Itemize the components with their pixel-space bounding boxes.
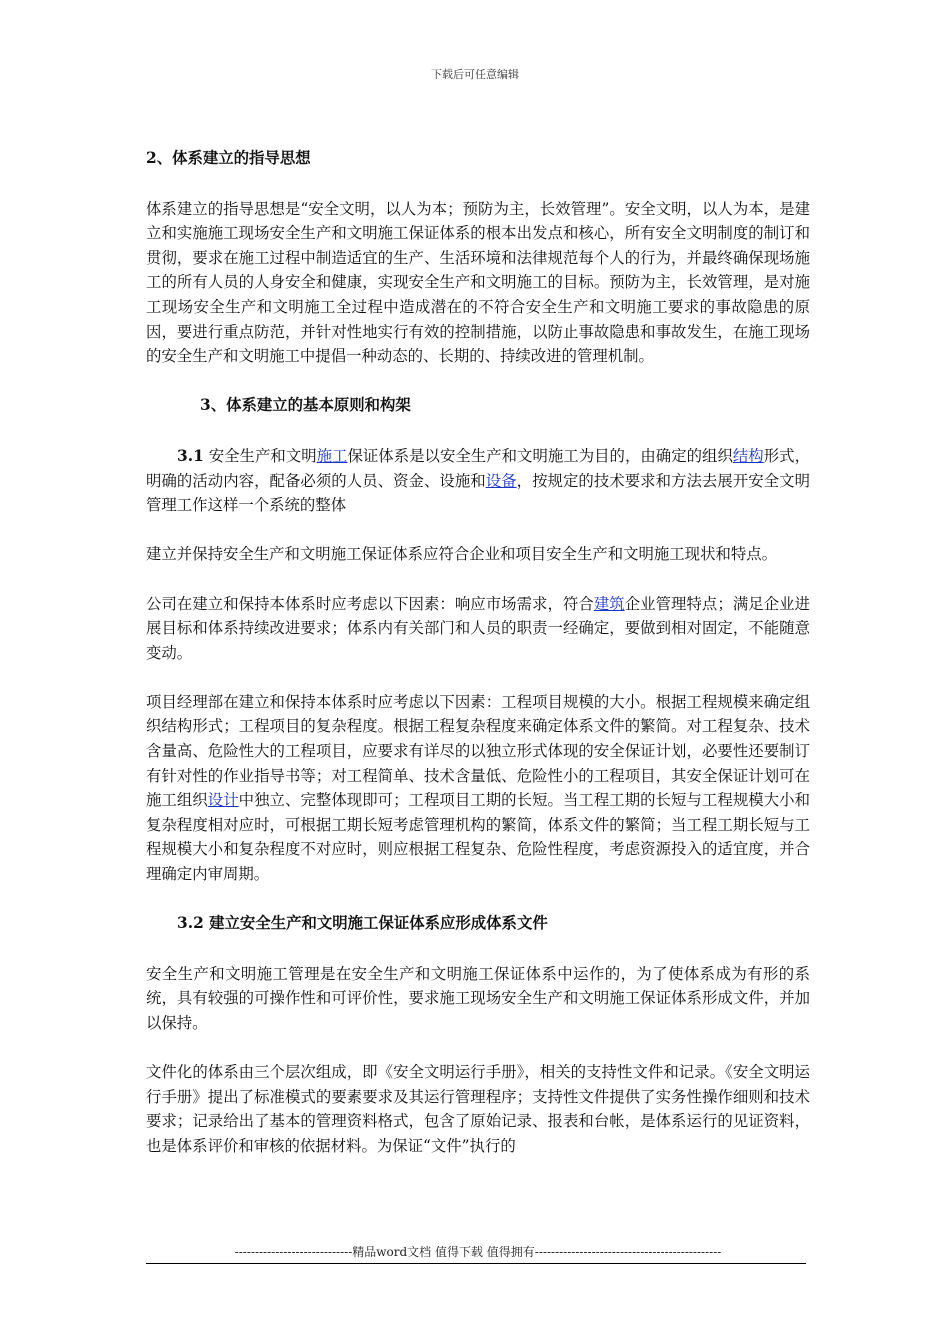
documents-paragraph: 安全生产和文明施工管理是在安全生产和文明施工保证体系中运作的，为了使体系成为有形的系统，具有较强的可操作性和可评价性，要求施工现场安全生产和文明施工保证体系形成文件，并加以保持。 <box>146 964 810 1032</box>
paragraph-text: 企业管理特点；满足企业进展目标和体系持续改进要求；体系内有关部门和人员的职责一经确定，要做到相对固定，不能随意变动。 <box>146 594 810 662</box>
section-3-heading: 3、体系建立的基本原则和构架 <box>200 396 411 415</box>
link-jiegou[interactable]: 结构 <box>732 446 764 465</box>
establish-paragraph: 建立并保持安全生产和文明施工保证体系应符合企业和项目安全生产和文明施工现状和特点。 <box>146 545 778 564</box>
link-shebei[interactable]: 设备 <box>485 471 517 490</box>
document-body <box>146 146 810 1183</box>
layers-paragraph: 文件化的体系由三个层次组成，即《安全文明运行手册》，相关的支持性文件和记录。《安全文明运行手册》提出了标准模式的要素要求及其运行管理程序；支持性文件提供了实务性操作细则和技术要求；记录给出了基本的管理资料格式，包含了原始记录、报表和台帐，是体系运行的见证资料，也是体系评价和审核的依据材料。为保证“文件”执行的 <box>146 1063 810 1155</box>
page-footer: -----------------------------精品word文档 值得下载 值得拥有---------------------------------------------- <box>234 1245 722 1259</box>
section-2-paragraph: 体系建立的指导思想是“安全文明，以人为本；预防为主，长效管理”。安全文明，以人为本，是建立和实施施工现场安全生产和文明施工保证体系的根本出发点和核心，所有安全文明制度的制订和贯彻，要求在施工过程中制造适宜的生产、生活环境和法律规范每个人的行为，并最终确保现场施工的所有人员的人身安全和健康，实现安全生产和文明施工的目标。预防为主，长效管理，是对施工现场安全生产和文明施工全过程中造成潜在的不符合安全生产和文明施工要求的事故隐患的原因，要进行重点防范，并针对性地实行有效的控制措施，以防止事故隐患和事故发生，在施工现场的安全生产和文明施工中提倡一种动态的、长期的、持续改进的管理机制。 <box>146 199 810 366</box>
paragraph-text: ，按规定的技术要求和方法去展开安全文明管理工作这样一个系统的整体 <box>146 471 810 515</box>
link-shigong[interactable]: 施工 <box>316 446 348 465</box>
page-header: 下载后可任意编辑 <box>431 68 519 81</box>
project-factors-paragraph <box>146 690 810 887</box>
link-sheji[interactable]: 设计 <box>207 791 239 810</box>
link-jianzhu[interactable]: 建筑 <box>593 594 625 613</box>
section-3-1-paragraph <box>146 444 810 518</box>
paragraph-text: 形式，明确的活动内容，配备必须的人员、资金、设施和 <box>146 446 810 490</box>
footer-divider <box>146 1263 806 1264</box>
paragraph-text: 中独立、完整体现即可；工程项目工期的长短。当工程工期的长短与工程规模大小和复杂程度相对应时，可根据工期长短考虑管理机构的繁简，体系文件的繁简；当工程工期长短与工程规模大小和复杂程度不对应时，则应根据工程复杂、危险性程度，考虑资源投入的适宜度，并合理确定内审周期。 <box>146 791 810 884</box>
section-2-heading: 2、体系建立的指导思想 <box>146 149 311 167</box>
section-3-1-number: 3.1 <box>177 446 204 465</box>
paragraph-text: 保证体系是以安全生产和文明施工为目的，由确定的组织 <box>347 446 733 465</box>
paragraph-text: 项目经理部在建立和保持本体系时应考虑以下因素：工程项目规模的大小。根据工程规模来确定组织结构形式；工程项目的复杂程度。根据工程复杂程度来确定体系文件的繁简。对工程复杂、技术含量高、危险性大的工程项目，应要求有详尽的以独立形式体现的安全保证计划，必要性还要制订有针对性的作业指导书等；对工程简单、技术含量低、危险性小的工程项目，其安全保证计划可在施工组织 <box>146 692 810 810</box>
paragraph-text: 公司在建立和保持本体系时应考虑以下因素：响应市场需求，符合 <box>146 594 594 613</box>
company-factors-paragraph <box>146 592 810 666</box>
section-3-2-heading: 3.2 建立安全生产和文明施工保证体系应形成体系文件 <box>177 914 548 933</box>
paragraph-text: 安全生产和文明 <box>203 446 317 465</box>
